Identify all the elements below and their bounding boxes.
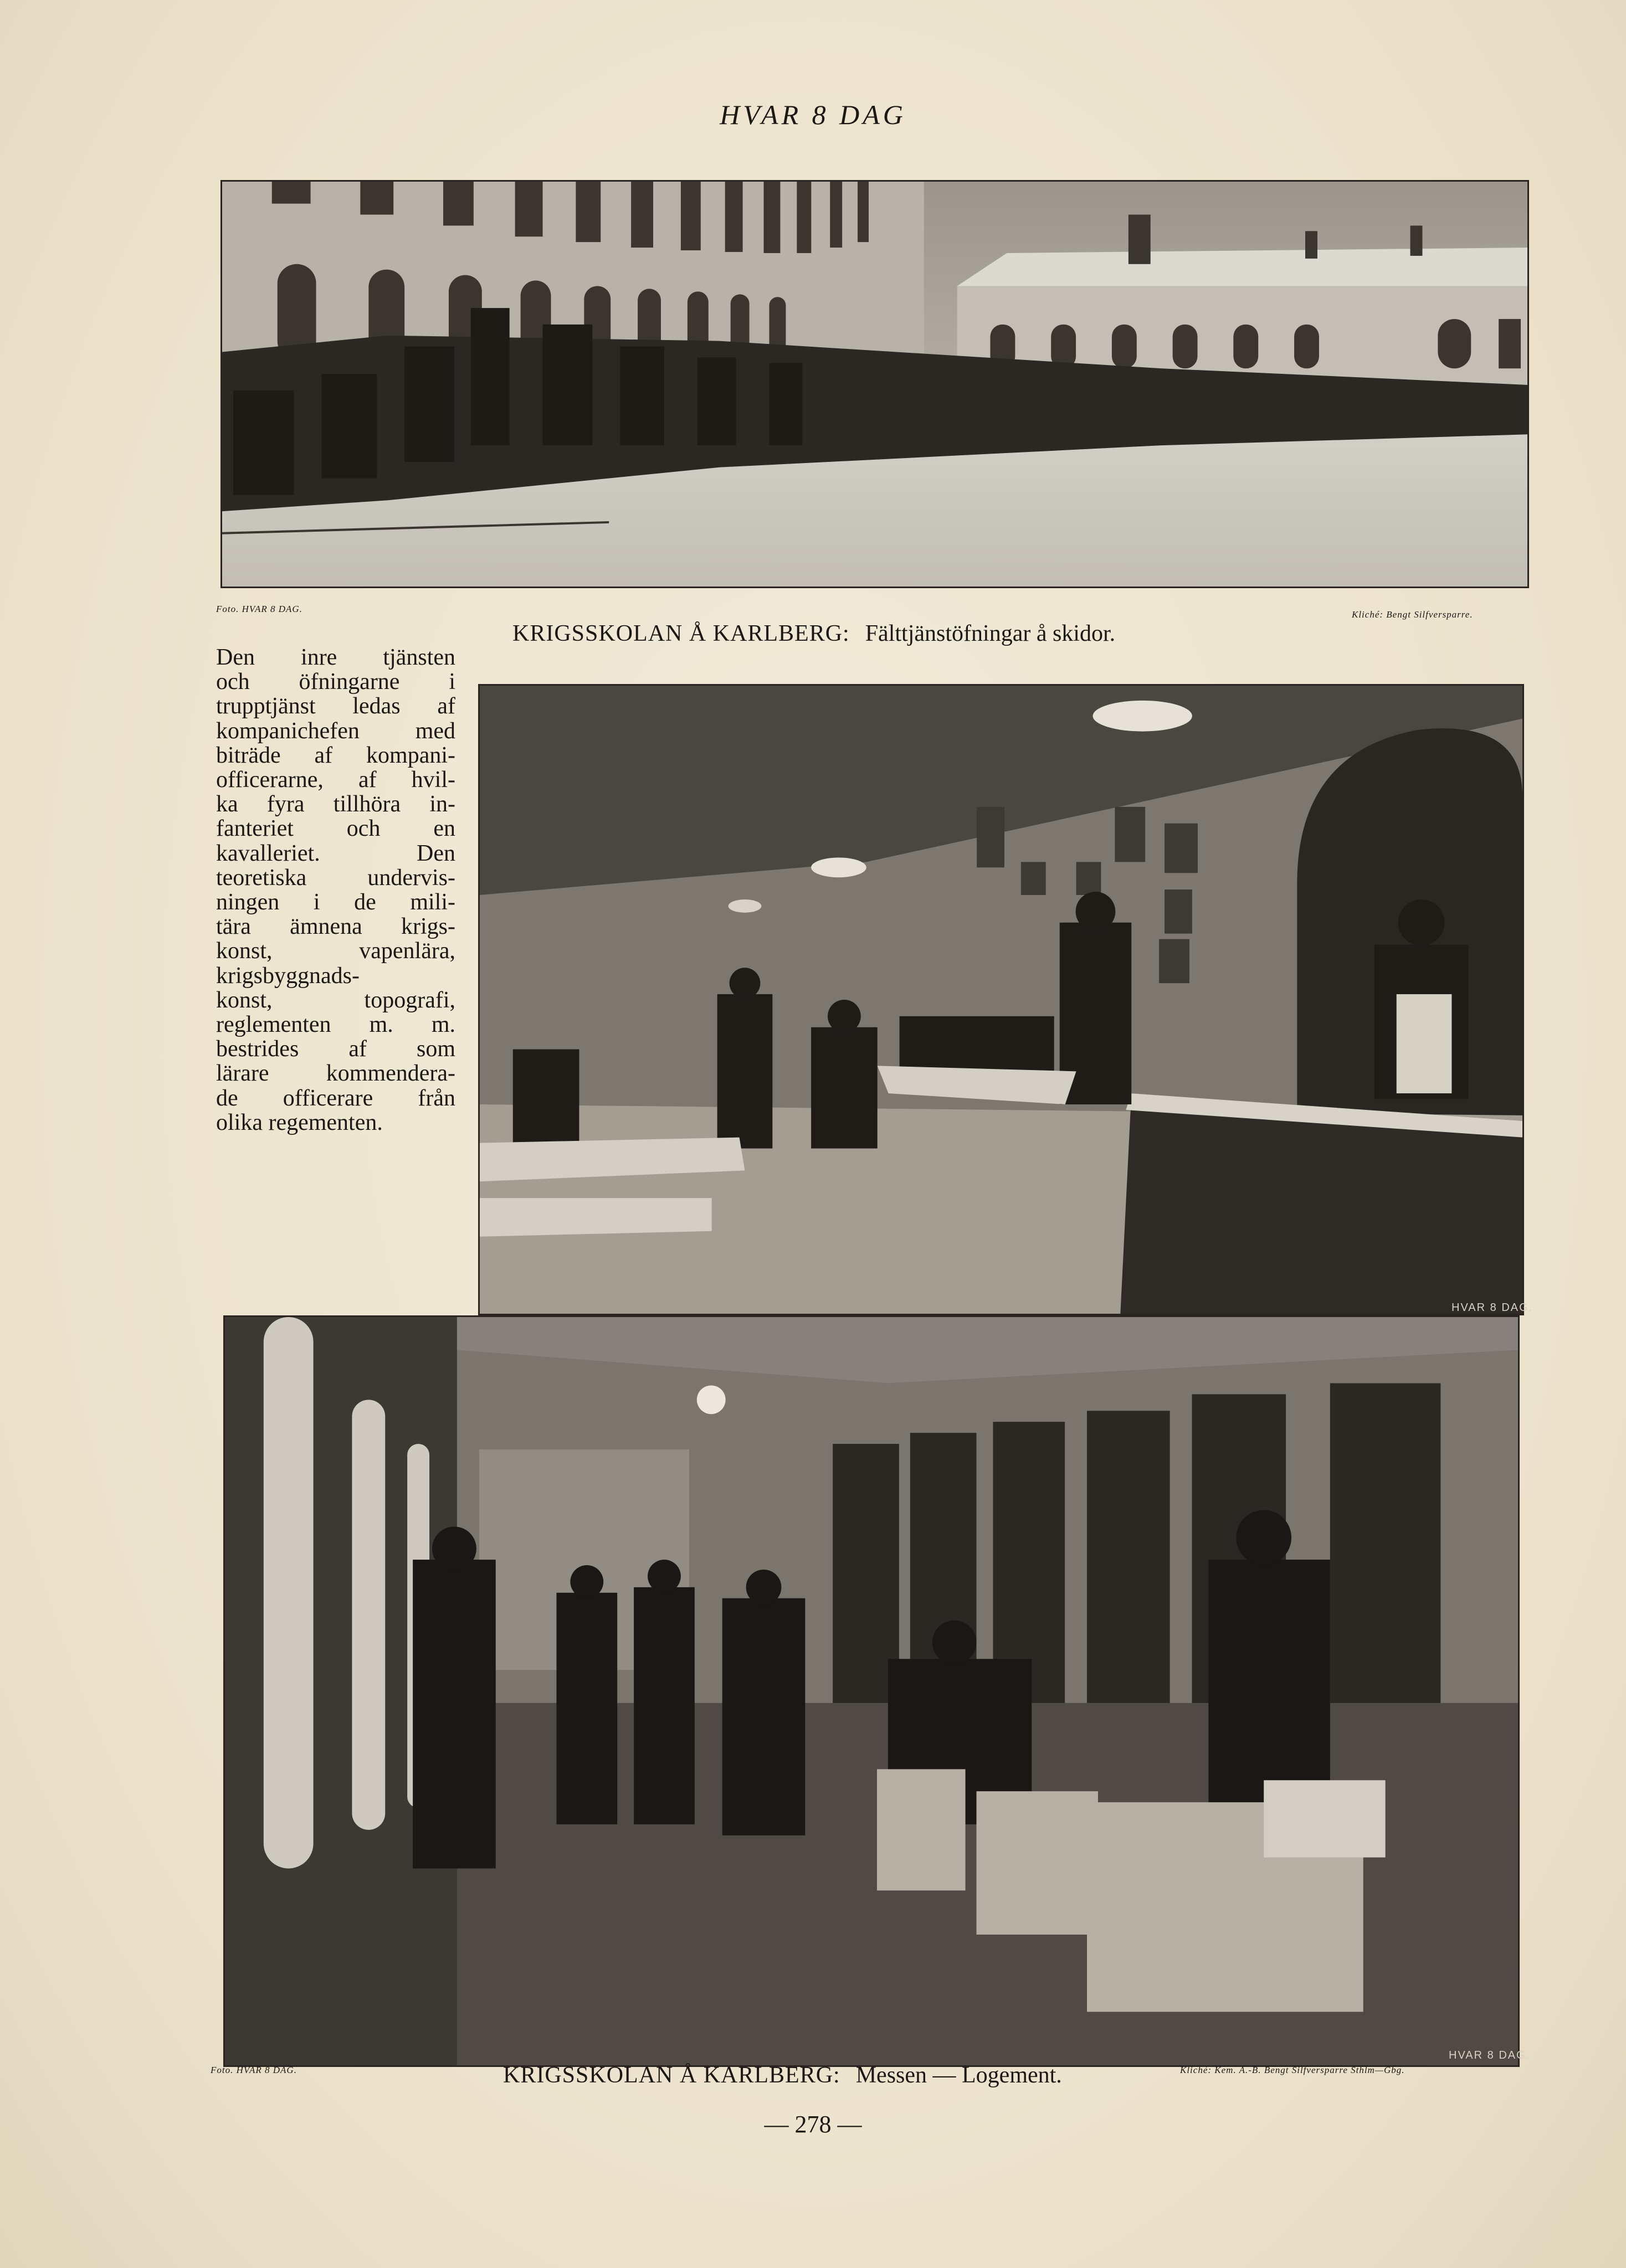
watermark-dormitory: HVAR 8 DAG. <box>1449 2049 1531 2061</box>
ski-exercise-image <box>222 182 1527 587</box>
caption-top <box>512 620 1115 647</box>
page-header: HVAR 8 DAG <box>720 99 906 130</box>
body-text-line: trupptjänst ledas af <box>216 693 455 719</box>
body-text-line: fanteriet och en <box>216 816 455 842</box>
caption-bottom-subtitle: Messen — Logement. <box>855 2063 1062 2088</box>
body-text-line: ningen i de mili- <box>216 889 455 916</box>
photo-dormitory <box>223 1315 1520 2067</box>
body-text-line: konst, vapenlära, <box>216 938 455 964</box>
body-text-line: reglementen m. m. <box>216 1012 455 1038</box>
caption-bottom <box>503 2062 1062 2089</box>
watermark-mess: HVAR 8 DAG. <box>1451 1302 1533 1314</box>
photo-credit-top-left: Foto. HVAR 8 DAG. <box>216 604 302 614</box>
body-text-line: de officerare från <box>216 1085 455 1111</box>
body-text-line: lärare kommendera- <box>216 1061 455 1087</box>
photo-ski-exercise <box>220 180 1529 588</box>
body-text-line: officerarne, af hvil- <box>216 767 455 793</box>
caption-bottom-title: KRIGSSKOLAN Å KARLBERG: <box>503 2063 840 2088</box>
photo-credit-bottom-right: Kliché: Kem. A.-B. Bengt Silfversparre Sthlm—Gbg. <box>1180 2065 1405 2075</box>
body-text-line: kavalleriet. Den <box>216 840 455 866</box>
body-text-line: konst, topografi, <box>216 987 455 1013</box>
body-text-line: och öfningarne i <box>216 669 455 695</box>
photo-credit-bottom-left: Foto. HVAR 8 DAG. <box>211 2065 297 2075</box>
mess-image <box>480 686 1522 1314</box>
caption-top-title: KRIGSSKOLAN Å KARLBERG: <box>512 621 850 646</box>
body-text <box>216 645 455 1135</box>
body-text-line: kompanichefen med <box>216 718 455 744</box>
body-text-line: biträde af kompani- <box>216 742 455 768</box>
body-text-line: tära ämnena krigs- <box>216 914 455 940</box>
body-text-line: teoretiska undervis- <box>216 865 455 891</box>
caption-top-subtitle: Fälttjänstöfningar å skidor. <box>865 621 1116 646</box>
photo-credit-top-right: Kliché: Bengt Silfversparre. <box>1352 609 1473 620</box>
body-text-line: bestrides af som <box>216 1036 455 1062</box>
body-text-line: olika regementen. <box>216 1109 383 1135</box>
page-number: — 278 — <box>764 2111 862 2138</box>
photo-mess <box>478 684 1524 1315</box>
body-text-line: krigsbyggnads- <box>216 963 360 989</box>
body-text-line: ka fyra tillhöra in- <box>216 791 455 817</box>
dormitory-image <box>225 1317 1518 2065</box>
body-text-line: Den inre tjänsten <box>216 645 455 670</box>
